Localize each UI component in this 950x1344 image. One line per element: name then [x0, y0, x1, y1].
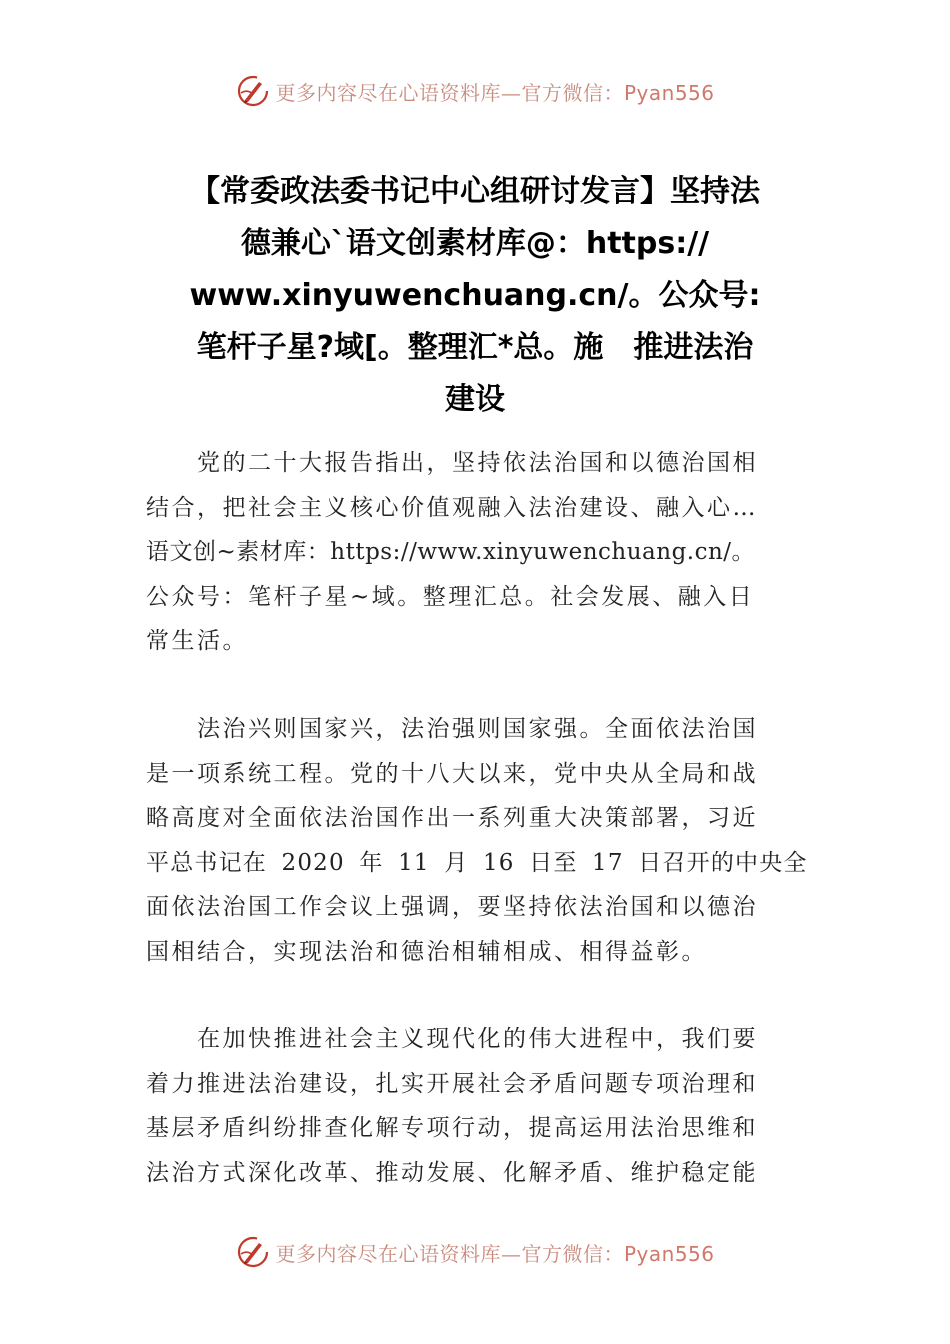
- banner-slogan: 更多内容尽在心语资料库—官方微信：: [275, 80, 624, 105]
- paragraph-3: [146, 1017, 808, 1195]
- paragraph-2: [146, 707, 808, 974]
- pen-logo-icon: [235, 73, 271, 109]
- header-banner: [0, 66, 950, 116]
- document-title: [135, 166, 815, 426]
- title-line: 笔杆子星?域[。整理汇*总。施 推进法治: [196, 330, 754, 365]
- pen-logo-icon: [235, 1234, 271, 1270]
- text-line: 基层矛盾纠纷排查化解专项行动，提高运用法治思维和: [146, 1115, 758, 1141]
- text-line: 在加快推进社会主义现代化的伟大进程中，我们要: [146, 1026, 758, 1052]
- text-line: 国相结合，实现法治和德治相辅相成、相得益彰。: [146, 938, 707, 965]
- paragraph-1: [146, 441, 808, 664]
- text-line: 面依法治国工作会议上强调，要坚持依法治国和以德治: [146, 894, 758, 920]
- title-line: www.xinyuwenchuang.cn/。公众号:: [189, 278, 761, 313]
- wechat-handle: Pyan556: [623, 1241, 715, 1266]
- wechat-handle: Pyan556: [623, 80, 715, 105]
- text-line: 略高度对全面依法治国作出一系列重大决策部署，习近: [146, 805, 758, 831]
- title-line: 【常委政法委书记中心组研讨发言】坚持法: [190, 174, 760, 209]
- text-line: 党的二十大报告指出，坚持依法治国和以德治国相: [146, 450, 758, 476]
- text-line: 法治方式深化改革、推动发展、化解矛盾、维护稳定能: [146, 1159, 758, 1186]
- banner-text: [275, 77, 714, 106]
- text-line: 公众号：笔杆子星~域。整理汇总。社会发展、融入日: [146, 583, 755, 610]
- banner-slogan: 更多内容尽在心语资料库—官方微信：: [275, 1241, 624, 1266]
- title-line: 德兼心`语文创素材库@：https://: [240, 226, 710, 261]
- text-line: 结合，把社会主义核心价值观融入法治建设、融入心…: [146, 494, 758, 521]
- banner-text: [275, 1238, 714, 1267]
- text-line: 着力推进法治建设，扎实开展社会矛盾问题专项治理和: [146, 1070, 758, 1097]
- text-line: 是一项系统工程。党的十八大以来，党中央从全局和战: [146, 760, 758, 787]
- text-line: 常生活。: [146, 628, 248, 654]
- footer-banner: [0, 1227, 950, 1277]
- text-line: 语文创~素材库：https://www.xinyuwenchuang.cn/。: [146, 539, 756, 565]
- text-line: 平总书记在 2020 年 11 月 16 日至 17 日召开的中央全: [146, 849, 808, 876]
- text-line: 法治兴则国家兴，法治强则国家强。全面依法治国: [146, 716, 758, 742]
- title-line: 建设: [445, 382, 505, 417]
